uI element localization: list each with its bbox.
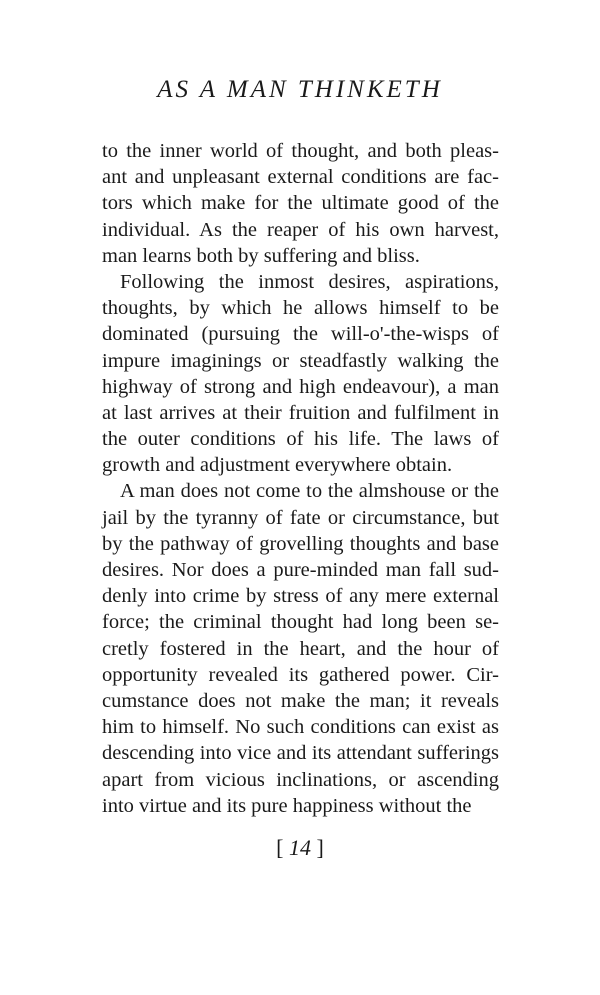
text-line: individual. As the reaper of his own harvest, <box>102 218 499 241</box>
text-line: opportunity revealed its gathered power. Cir- <box>102 663 499 686</box>
text-line: ant and unpleasant external conditions are fac- <box>102 166 499 189</box>
text-line: thoughts, by which he allows himself to be <box>102 297 499 320</box>
text-line: dominated (pursuing the will-o'-the-wisps of <box>102 323 499 346</box>
page-number-value: 14 <box>289 835 311 860</box>
text-line: cretly fostered in the heart, and the hour of <box>102 637 499 660</box>
text-line: A man does not come to the almshouse or the <box>120 480 499 503</box>
text-line: apart from vicious inclinations, or ascending <box>102 768 499 791</box>
running-header: AS A MAN THINKETH <box>157 76 443 103</box>
text-line: man learns both by suffering and bliss. <box>102 244 420 267</box>
text-line: into virtue and its pure happiness without the <box>102 794 472 817</box>
text-line: to the inner world of thought, and both pleas- <box>102 140 499 162</box>
text-line: denly into crime by stress of any mere external <box>102 585 499 608</box>
text-line: cumstance does not make the man; it reveals <box>102 689 499 712</box>
bracket-close: ] <box>316 835 324 860</box>
text-line: jail by the tyranny of fate or circumstance, but <box>102 506 499 529</box>
page-number <box>0 834 600 862</box>
page-body-text <box>102 138 499 819</box>
text-line: at last arrives at their fruition and fulfilment in <box>102 401 499 424</box>
text-line: desires. Nor does a pure-minded man fall sud- <box>102 559 499 581</box>
text-line: force; the criminal thought had long been se- <box>102 611 499 634</box>
text-line: by the pathway of grovelling thoughts and base <box>102 532 499 555</box>
text-line: descending into vice and its attendant sufferings <box>102 742 499 765</box>
text-line: highway of strong and high endeavour), a man <box>102 375 499 398</box>
text-line: growth and adjustment everywhere obtain. <box>102 454 453 477</box>
text-line: Following the inmost desires, aspirations, <box>120 270 499 293</box>
text-line: the outer conditions of his life. The laws of <box>102 428 499 451</box>
text-line: tors which make for the ultimate good of the <box>102 192 499 215</box>
bracket-open: [ <box>276 835 284 860</box>
text-line: him to himself. No such conditions can exist as <box>102 716 499 739</box>
text-line: impure imaginings or steadfastly walking the <box>102 349 499 372</box>
